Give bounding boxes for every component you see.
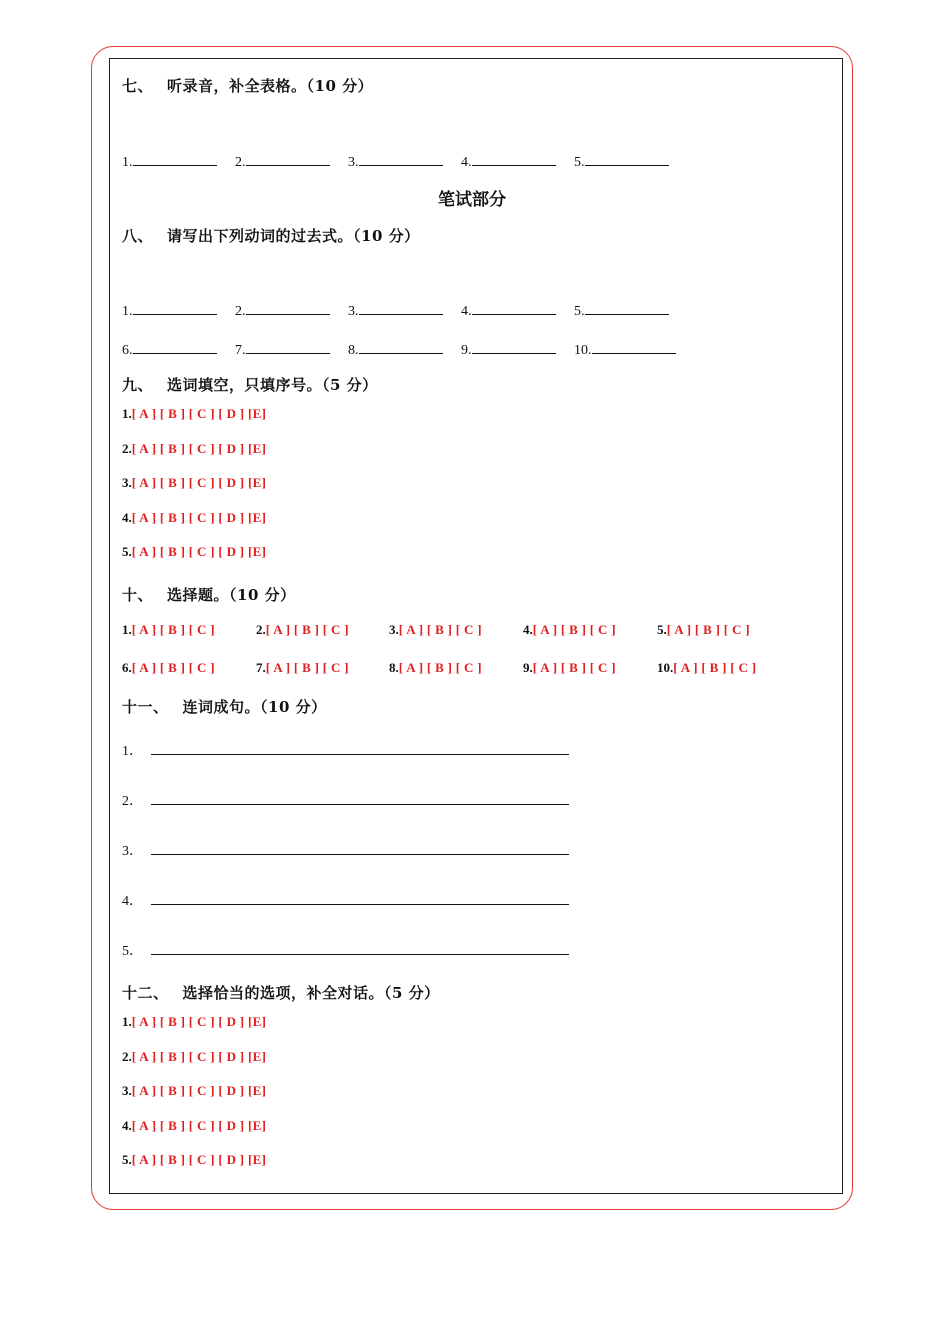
s8-blank-8[interactable] <box>348 339 443 359</box>
section-12-title: 选择恰当的选项，补全对话。（5 分） <box>182 984 440 1002</box>
answer-options[interactable]: [ A ] [ B ] [ C ] <box>532 660 616 675</box>
question-number: 7. <box>256 660 266 675</box>
s10-answer-9[interactable] <box>523 660 616 676</box>
s9-answer-row-1[interactable] <box>122 406 266 422</box>
answer-options[interactable]: [ A ] [ B ] [ C ] <box>673 660 757 675</box>
question-number: 1. <box>122 1014 132 1029</box>
s10-answer-6[interactable] <box>122 660 215 676</box>
s7-blank-2[interactable] <box>235 151 330 171</box>
answer-line <box>151 840 569 855</box>
s8-blank-label: 3. <box>348 304 359 319</box>
answer-line <box>133 300 217 315</box>
section-8-number: 八、 <box>122 227 154 245</box>
section-9-title: 选词填空，只填序号。（5 分） <box>167 376 378 394</box>
answer-options[interactable]: [ A ] [ B ] [ C ] <box>265 660 349 675</box>
answer-line <box>359 300 443 315</box>
question-number: 1. <box>122 622 132 637</box>
s12-answer-row-3[interactable] <box>122 1083 266 1099</box>
section-9-number: 九、 <box>122 376 154 394</box>
s9-answer-row-5[interactable] <box>122 544 266 560</box>
answer-options[interactable]: [ A ] [ B ] [ C ] <box>398 660 482 675</box>
section-11-title: 连词成句。（10 分） <box>182 698 327 716</box>
answer-options[interactable]: [ A ] [ B ] [ C ] [ D ] [E] <box>131 1152 267 1167</box>
question-number: 6. <box>122 660 132 675</box>
section-10-heading <box>122 584 296 605</box>
s8-blank-label: 5. <box>574 304 585 319</box>
answer-line <box>133 339 217 354</box>
s9-answer-row-4[interactable] <box>122 510 266 526</box>
section-9-heading <box>122 374 378 395</box>
s10-answer-4[interactable] <box>523 622 616 638</box>
question-number: 2. <box>122 1049 132 1064</box>
sentence-number: 2． <box>122 794 143 809</box>
s10-answer-5[interactable] <box>657 622 750 638</box>
s10-answer-1[interactable] <box>122 622 215 638</box>
s8-blank-3[interactable] <box>348 300 443 320</box>
section-8-heading <box>122 225 420 246</box>
answer-line <box>246 339 330 354</box>
s12-answer-row-4[interactable] <box>122 1118 266 1134</box>
s8-blank-label: 6. <box>122 343 133 358</box>
section-7-title: 听录音，补全表格。（10 分） <box>167 77 374 95</box>
s7-blank-label: 4. <box>461 155 472 170</box>
answer-options[interactable]: [ A ] [ B ] [ C ] [ D ] [E] <box>131 1118 267 1133</box>
answer-options[interactable]: [ A ] [ B ] [ C ] [ D ] [E] <box>131 1014 267 1029</box>
s9-answer-row-3[interactable] <box>122 475 266 491</box>
question-number: 1. <box>122 406 132 421</box>
sentence-number: 4． <box>122 894 143 909</box>
question-number: 5. <box>122 1152 132 1167</box>
answer-options[interactable]: [ A ] [ B ] [ C ] [ D ] [E] <box>131 1083 267 1098</box>
question-number: 5. <box>122 544 132 559</box>
answer-line <box>151 890 569 905</box>
answer-options[interactable]: [ A ] [ B ] [ C ] [ D ] [E] <box>131 544 267 559</box>
question-number: 4. <box>523 622 533 637</box>
s11-sentence-line-3[interactable] <box>122 840 569 860</box>
s8-blank-label: 7. <box>235 343 246 358</box>
s7-blank-label: 2. <box>235 155 246 170</box>
s10-answer-7[interactable] <box>256 660 349 676</box>
section-12-number: 十二、 <box>122 984 169 1002</box>
answer-line <box>472 151 556 166</box>
answer-line <box>151 790 569 805</box>
answer-options[interactable]: [ A ] [ B ] [ C ] <box>131 660 215 675</box>
question-number: 3. <box>389 622 399 637</box>
question-number: 4. <box>122 510 132 525</box>
s7-blank-label: 3. <box>348 155 359 170</box>
s7-blank-label: 5. <box>574 155 585 170</box>
s7-blank-4[interactable] <box>461 151 556 171</box>
answer-line <box>246 300 330 315</box>
s10-answer-10[interactable] <box>657 660 756 676</box>
answer-options[interactable]: [ A ] [ B ] [ C ] [ D ] [E] <box>131 406 267 421</box>
answer-line <box>151 740 569 755</box>
s10-answer-8[interactable] <box>389 660 482 676</box>
s8-blank-label: 2. <box>235 304 246 319</box>
answer-options[interactable]: [ A ] [ B ] [ C ] <box>666 622 750 637</box>
answer-options[interactable]: [ A ] [ B ] [ C ] <box>532 622 616 637</box>
question-number: 4. <box>122 1118 132 1133</box>
answer-line <box>151 940 569 955</box>
question-number: 10. <box>657 660 674 675</box>
s8-blank-1[interactable] <box>122 300 217 320</box>
sentence-number: 3． <box>122 844 143 859</box>
section-7-heading <box>122 75 373 96</box>
answer-line <box>133 151 217 166</box>
answer-line <box>592 339 676 354</box>
question-number: 3. <box>122 475 132 490</box>
answer-line <box>246 151 330 166</box>
s8-blank-label: 9. <box>461 343 472 358</box>
s7-blank-label: 1. <box>122 155 133 170</box>
question-number: 9. <box>523 660 533 675</box>
question-number: 3. <box>122 1083 132 1098</box>
question-number: 2. <box>122 441 132 456</box>
s11-sentence-line-2[interactable] <box>122 790 569 810</box>
s8-blank-label: 1. <box>122 304 133 319</box>
section-10-title: 选择题。（10 分） <box>167 586 296 604</box>
question-number: 5. <box>657 622 667 637</box>
answer-line <box>359 339 443 354</box>
s11-sentence-line-5[interactable] <box>122 940 569 960</box>
s10-answer-2[interactable] <box>256 622 349 638</box>
s8-blank-6[interactable] <box>122 339 217 359</box>
section-10-number: 十、 <box>122 586 154 604</box>
s7-blank-5[interactable] <box>574 151 669 171</box>
section-12-heading <box>122 982 440 1003</box>
s8-blank-7[interactable] <box>235 339 330 359</box>
s8-blank-4[interactable] <box>461 300 556 320</box>
s8-blank-9[interactable] <box>461 339 556 359</box>
s7-blank-1[interactable] <box>122 151 217 171</box>
s10-answer-3[interactable] <box>389 622 482 638</box>
s12-answer-row-5[interactable] <box>122 1152 266 1168</box>
sentence-number: 5． <box>122 944 143 959</box>
section-11-heading <box>122 696 327 717</box>
s11-sentence-line-4[interactable] <box>122 890 569 910</box>
s8-blank-10[interactable] <box>574 339 676 359</box>
answer-options[interactable]: [ A ] [ B ] [ C ] [ D ] [E] <box>131 475 267 490</box>
sentence-number: 1． <box>122 744 143 759</box>
s8-blank-label: 4. <box>461 304 472 319</box>
answer-options[interactable]: [ A ] [ B ] [ C ] <box>398 622 482 637</box>
s8-blank-5[interactable] <box>574 300 669 320</box>
answer-options[interactable]: [ A ] [ B ] [ C ] [ D ] [E] <box>131 1049 267 1064</box>
s11-sentence-line-1[interactable] <box>122 740 569 760</box>
answer-line <box>585 300 669 315</box>
answer-options[interactable]: [ A ] [ B ] [ C ] <box>131 622 215 637</box>
answer-options[interactable]: [ A ] [ B ] [ C ] [ D ] [E] <box>131 510 267 525</box>
s8-blank-2[interactable] <box>235 300 330 320</box>
written-part-title: 笔试部分 <box>438 190 506 210</box>
question-number: 2. <box>256 622 266 637</box>
s12-answer-row-1[interactable] <box>122 1014 266 1030</box>
answer-line <box>359 151 443 166</box>
s9-answer-row-2[interactable] <box>122 441 266 457</box>
answer-options[interactable]: [ A ] [ B ] [ C ] [ D ] [E] <box>131 441 267 456</box>
answer-options[interactable]: [ A ] [ B ] [ C ] <box>265 622 349 637</box>
answer-line <box>472 339 556 354</box>
s12-answer-row-2[interactable] <box>122 1049 266 1065</box>
question-number: 8. <box>389 660 399 675</box>
s8-blank-label: 8. <box>348 343 359 358</box>
s7-blank-3[interactable] <box>348 151 443 171</box>
section-11-number: 十一、 <box>122 698 169 716</box>
section-7-number: 七、 <box>122 77 154 95</box>
section-8-title: 请写出下列动词的过去式。（10 分） <box>167 227 420 245</box>
answer-line <box>472 300 556 315</box>
s8-blank-label: 10. <box>574 343 592 358</box>
answer-line <box>585 151 669 166</box>
